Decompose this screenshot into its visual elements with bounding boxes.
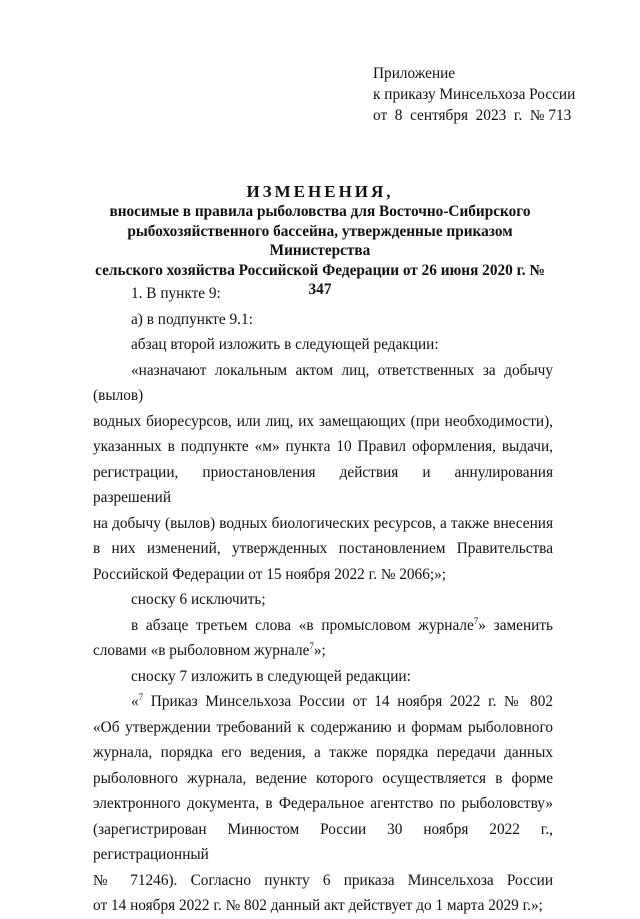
footnote-marker: 7 [138,692,144,702]
quote-1-line: водных биоресурсов, или лиц, их замещающих (при необходимости), [93,412,553,430]
paragraph-point-1: 1. В пункте 9: [131,285,221,302]
attachment-line-1: Приложение [373,65,456,82]
paragraph-footnote-6: сноску 6 исключить; [131,591,266,608]
paragraph-abzac-3-text: словами «в рыболовном журнале [93,642,310,659]
attachment-block [373,63,575,126]
title-line-1: вносимые в правила рыболовства для Восточно-Сибирского [109,203,531,220]
quote-2-text: Приказ Минсельхоза России от 14 ноября 2022 г. № 802 [143,693,553,710]
title-heading: ИЗМЕНЕНИЯ, [246,182,394,201]
paragraph-abzac-3-text: » заменить [478,616,553,634]
quote-2-line: «Об утверждении требований к содержанию и формам рыболовного [93,718,553,736]
quote-2-line: от 14 ноября 2022 г. № 802 данный акт действует до 1 марта 2029 г.»; [93,897,543,914]
paragraph-subpoint-a: а) в подпункте 9.1: [131,310,253,328]
quote-2-line: электронного документа, в Федеральное агентство по рыболовству» [93,795,553,812]
quote-2-line: рыболовного журнала, ведение которого осуществляется в форме [93,769,553,787]
attachment-line-2: к приказу Минсельхоза России [373,86,576,103]
quote-2-line: № 71246). Согласно пункту 6 приказа Минсельхоза России [93,871,553,889]
paragraph-footnote-7: сноску 7 изложить в следующей редакции: [131,667,411,685]
title-line-3: сельского хозяйства Российской Федерации от 26 июня 2020 г. № 347 [95,261,545,298]
title-line-2: рыбохозяйственного бассейна, утвержденные приказом Министерства [127,222,513,259]
quote-1-line: указанных в подпункте «м» пункта 10 Правил оформления, выдачи, [93,438,553,455]
quote-1-line: Российской Федерации от 15 ноября 2022 г. № 2066;»; [93,565,447,583]
footnote-marker: 7 [473,615,479,626]
paragraph-abzac-3-text: в абзаце третьем слова «в промысловом журнале [131,616,474,634]
paragraph-abzac-3-cont [93,638,553,664]
quote-1-line: регистрации, приостановления действия и аннулирования разрешений [93,463,553,506]
quote-2-line: журнала, порядка его ведения, а также порядка передачи данных [93,744,553,761]
quote-1-line: на добычу (вылов) водных биологических ресурсов, а также внесения [93,514,553,532]
attachment-line-3: от 8 сентября 2023 г. № 713 [373,107,572,124]
paragraph-abzac-3 [93,613,553,639]
quote-1-line: в них изменений, утвержденных постановлением Правительства [93,540,553,557]
footnote-marker: 7 [309,641,314,651]
paragraph-abzac-2: абзац второй изложить в следующей редакции: [131,336,439,353]
quote-2-open: « [131,693,139,710]
quote-1-line: «назначают локальным актом лиц, ответственных за добычу (вылов) [93,361,553,404]
quote-2-line: (зарегистрирован Минюстом России 30 ноября 2022 г., регистрационный [93,820,553,863]
paragraph-abzac-3-text: »; [313,642,326,659]
quote-2-first-line [93,689,553,715]
document-body [93,281,553,919]
